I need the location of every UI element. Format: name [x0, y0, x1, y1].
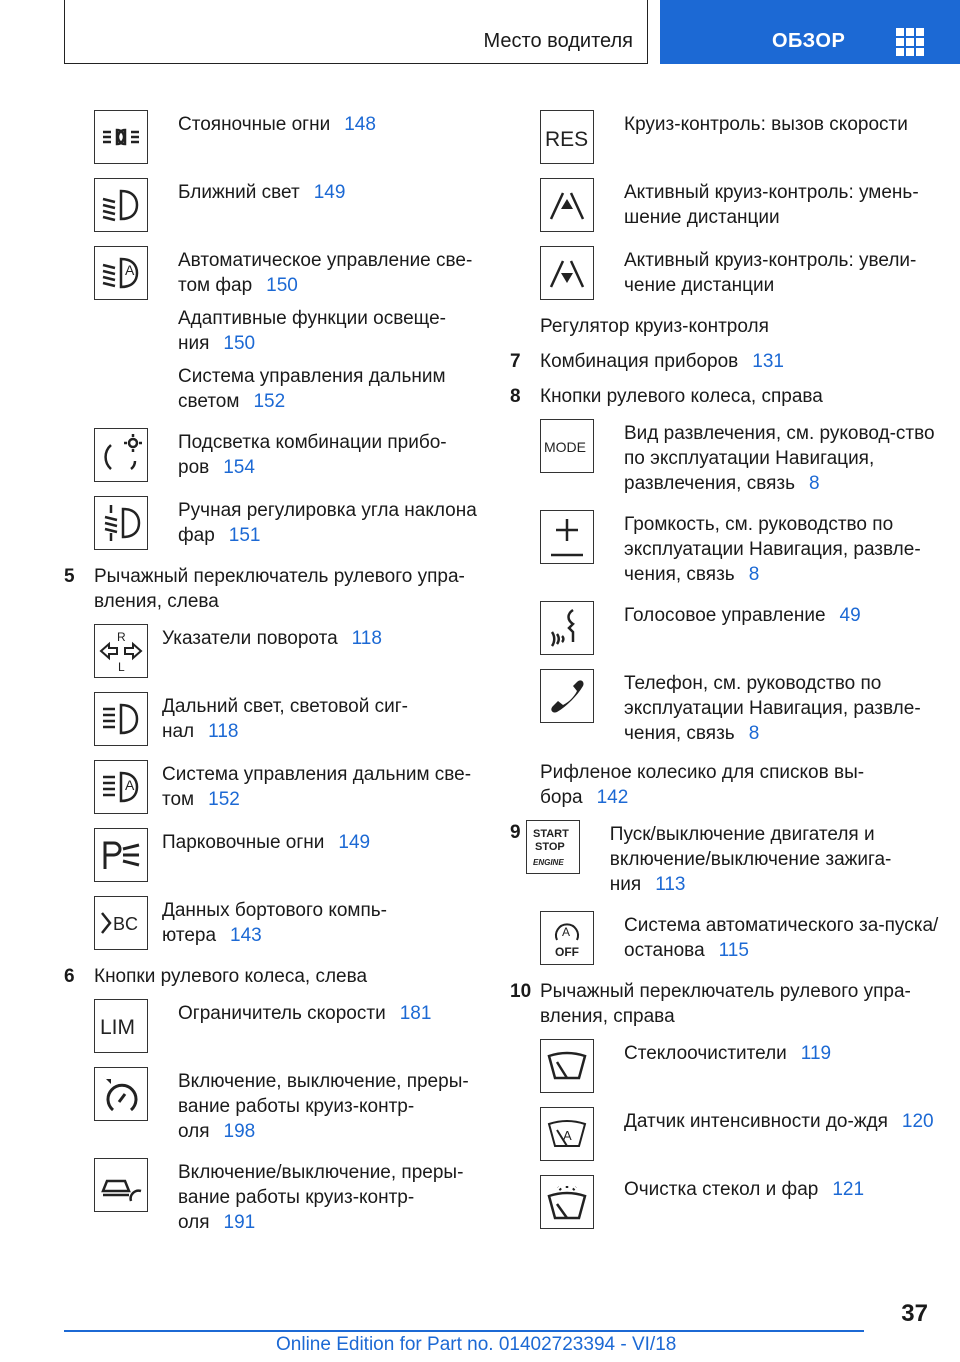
- page-ref-link[interactable]: 142: [596, 787, 629, 808]
- item-text: Стояночные огни: [178, 114, 331, 135]
- item-text: Голосовое управление: [624, 605, 826, 626]
- page-ref-link[interactable]: 152: [253, 391, 286, 412]
- item-text: Включение, выключение, преры-вание работы круиз-контр-оля: [178, 1071, 469, 1142]
- footer-divider: [64, 1330, 864, 1332]
- item-text: Автоматическое управление све-том фар: [178, 250, 473, 296]
- page-ref-link[interactable]: 131: [752, 351, 784, 372]
- bc-icon: [94, 896, 148, 950]
- svg-text:MODE: MODE: [544, 439, 586, 455]
- item-text: Указатели поворота: [162, 628, 338, 649]
- svg-text:STOP: STOP: [534, 841, 565, 853]
- page-ref-link[interactable]: 149: [338, 832, 371, 853]
- list-item: [64, 110, 484, 164]
- list-item: [64, 624, 484, 678]
- item-text: Пуск/выключение двигателя и включение/выключение зажига-ния: [609, 824, 892, 895]
- page-ref-link[interactable]: 8: [748, 564, 760, 585]
- item-text: Система управления дальним све-том: [162, 764, 472, 810]
- page-ref-link[interactable]: 49: [839, 605, 861, 626]
- start-stop-icon: [526, 820, 580, 874]
- svg-text:L: L: [118, 660, 125, 674]
- list-item: [64, 999, 484, 1053]
- item-text: Система управления дальним светом: [178, 366, 446, 412]
- page-ref-link[interactable]: 118: [208, 721, 239, 742]
- regulator-label: Регулятор круиз-контроля: [540, 316, 769, 337]
- item-text: Парковочные огни: [162, 832, 325, 853]
- active-cruise-icon: [94, 1158, 148, 1212]
- list-item: [64, 1158, 484, 1235]
- svg-text:LIM: LIM: [100, 1016, 136, 1039]
- phone-icon: [540, 669, 594, 723]
- item-text: Датчик интенсивности до-ждя: [624, 1111, 888, 1132]
- section-title: Кнопки рулевого колеса, справа: [540, 386, 823, 407]
- thumbwheel-item: [540, 760, 940, 810]
- section-number: 8: [510, 386, 521, 407]
- list-item: [64, 1067, 484, 1144]
- header-section-box: [64, 0, 648, 64]
- header-chapter-box[interactable]: [660, 0, 960, 64]
- section-title: Комбинация приборов: [540, 351, 739, 372]
- high-beam-icon: [94, 692, 148, 746]
- page-ref-link[interactable]: 119: [800, 1043, 832, 1064]
- distance-increase-icon: [540, 246, 594, 300]
- svg-text:OFF: OFF: [555, 945, 579, 959]
- page-ref-link[interactable]: 113: [655, 874, 686, 895]
- item-text: Система автоматического за-пуска/останова: [624, 915, 939, 961]
- list-item: [510, 510, 940, 587]
- section-5: [64, 564, 484, 614]
- page-ref-link[interactable]: 118: [351, 628, 382, 649]
- section-number: 6: [64, 966, 75, 987]
- svg-text:A: A: [125, 777, 135, 793]
- item-text: Телефон, см. руководство по эксплуатации Навигация, развле-чения, связь: [624, 673, 921, 744]
- section-6: [64, 964, 484, 989]
- svg-text:R: R: [117, 630, 126, 644]
- list-item: [64, 692, 484, 746]
- list-item: [510, 601, 940, 655]
- list-item: [510, 1175, 940, 1229]
- item-text: Данных бортового компь-ютера: [162, 900, 387, 946]
- page-ref-link[interactable]: 143: [230, 925, 262, 946]
- list-item: [510, 1039, 940, 1093]
- list-item: [64, 178, 484, 232]
- section-number: 7: [510, 351, 521, 372]
- cruise-control-icon: [94, 1067, 148, 1121]
- page-ref-link[interactable]: 120: [901, 1111, 934, 1132]
- mode-icon: [540, 419, 594, 473]
- page-ref-link[interactable]: 151: [228, 525, 261, 546]
- page-number: 37: [901, 1300, 928, 1327]
- item-text: Активный круиз-контроль: умень-шение дистанции: [624, 182, 919, 228]
- page-ref-link[interactable]: 148: [344, 114, 376, 135]
- rain-sensor-icon: [540, 1107, 594, 1161]
- parking-lights-icon: [94, 110, 148, 164]
- header-section-title: Место водителя: [483, 30, 633, 52]
- list-item: [64, 896, 484, 950]
- section-number: 10: [510, 981, 532, 1002]
- auto-start-stop-icon: [540, 911, 594, 965]
- list-item: [510, 669, 940, 746]
- footer-edition: Online Edition for Part no. 01402723394 - VI/18: [276, 1334, 677, 1355]
- item-text: Адаптивные функции освеще-ния: [178, 308, 446, 354]
- page-ref-link[interactable]: 150: [223, 333, 256, 354]
- list-item: [64, 828, 484, 882]
- page-ref-link[interactable]: 149: [313, 182, 346, 203]
- page-ref-link[interactable]: 191: [223, 1212, 256, 1233]
- svg-text:A: A: [563, 1128, 572, 1143]
- item-text: Дальний свет, световой сиг-нал: [162, 696, 408, 742]
- instrument-lighting-icon: [94, 428, 148, 482]
- item-text: Активный круиз-контроль: увели-чение дистанции: [624, 250, 917, 296]
- section-number: 5: [64, 566, 75, 587]
- item-text: Рифленое колесико для списков вы-бора: [540, 762, 865, 808]
- item-text: Включение/выключение, преры-вание работы круиз-контр-оля: [178, 1162, 464, 1233]
- item-text: Ручная регулировка угла наклона фар: [178, 500, 477, 546]
- item-text: Ограничитель скорости: [178, 1003, 386, 1024]
- header-chapter-title: ОБЗОР: [772, 30, 846, 52]
- item-text: Громкость, см. руководство по эксплуатации Навигация, развле-чения, связь: [624, 514, 921, 585]
- section-8: [510, 384, 940, 409]
- page-ref-link[interactable]: 198: [223, 1121, 256, 1142]
- voice-control-icon: [540, 601, 594, 655]
- list-item: [64, 760, 484, 814]
- list-item: [510, 178, 940, 232]
- item-text: Очистка стекол и фар: [624, 1179, 819, 1200]
- turn-signal-icon: [94, 624, 148, 678]
- list-item: [64, 496, 484, 550]
- right-column: [510, 110, 940, 1243]
- headlight-range-icon: [94, 496, 148, 550]
- svg-text:START: START: [532, 828, 569, 840]
- list-item: [64, 246, 484, 414]
- grid-menu-icon[interactable]: [896, 28, 924, 56]
- auto-headlight-icon: [94, 246, 148, 300]
- page-ref-link[interactable]: 181: [399, 1003, 432, 1024]
- high-beam-assist-icon: [94, 760, 148, 814]
- list-item: [510, 911, 940, 965]
- page-ref-link[interactable]: 154: [223, 457, 255, 478]
- page-ref-link[interactable]: 115: [718, 940, 749, 961]
- svg-text:ENGINE: ENGINE: [532, 858, 564, 867]
- section-7: [510, 349, 940, 374]
- item-text: Вид развлечения, см. руковод-ство по эксплуатации Навигация, развлечения, связь: [624, 423, 935, 494]
- left-column: [64, 110, 484, 1249]
- wiper-icon: [540, 1039, 594, 1093]
- parking-light-p-icon: [94, 828, 148, 882]
- low-beam-icon: [94, 178, 148, 232]
- page-ref-link[interactable]: 152: [208, 789, 240, 810]
- section-title: Кнопки рулевого колеса, слева: [94, 966, 368, 987]
- svg-text:BC: BC: [113, 914, 139, 934]
- section-9: [510, 820, 940, 897]
- svg-text:A: A: [562, 925, 571, 939]
- volume-icon: [540, 510, 594, 564]
- lim-icon: [94, 999, 148, 1053]
- item-text: Круиз-контроль: вызов скорости: [624, 114, 908, 135]
- item-text: Ближний свет: [178, 182, 300, 203]
- section-10: [510, 979, 940, 1029]
- list-item: [510, 419, 940, 496]
- page-ref-link[interactable]: 121: [832, 1179, 865, 1200]
- svg-text:RES: RES: [545, 128, 589, 151]
- distance-decrease-icon: [540, 178, 594, 232]
- list-item: [510, 246, 940, 300]
- list-item: [64, 428, 484, 482]
- page-ref-link[interactable]: 150: [266, 275, 298, 296]
- list-item: [510, 110, 940, 164]
- page-ref-link[interactable]: 8: [809, 473, 820, 494]
- washer-icon: [540, 1175, 594, 1229]
- section-title: Рычажный переключатель рулевого упра-вления, слева: [94, 566, 465, 612]
- res-icon: [540, 110, 594, 164]
- page-ref-link[interactable]: 8: [748, 723, 760, 744]
- svg-text:A: A: [125, 262, 135, 278]
- section-number: 9: [510, 822, 521, 843]
- item-text: Стеклоочистители: [624, 1043, 787, 1064]
- list-item: [510, 1107, 940, 1161]
- section-title: Рычажный переключатель рулевого упра-вления, справа: [540, 981, 911, 1027]
- item-text: Подсветка комбинации прибо-ров: [178, 432, 447, 478]
